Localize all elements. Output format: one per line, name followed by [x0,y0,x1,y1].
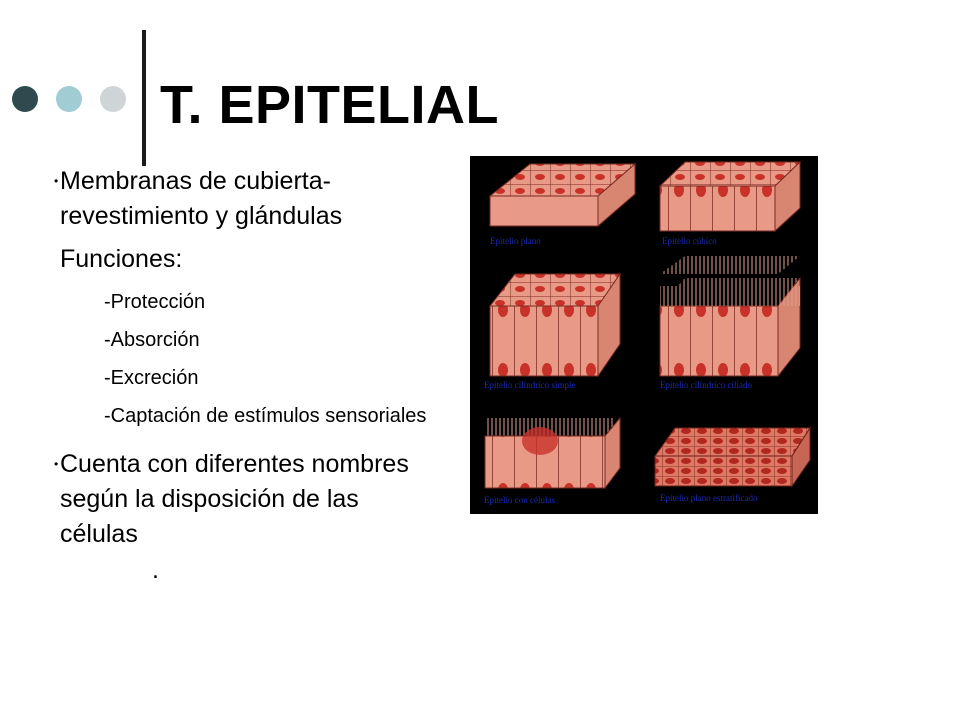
caption-5: Epitelio con células [484,495,555,505]
bullet-mark: • [54,174,59,188]
function-item: -Captación de estímulos sensoriales [104,405,427,427]
caption-3: Epitelio cilíndrico simple [484,380,576,390]
bullet-text: Membranas de cubierta-revestimiento y glándulas [60,167,343,230]
function-item: -Absorción [104,329,200,351]
function-item: -Excreción [104,367,199,389]
function-item: -Protección [104,291,206,313]
functions-heading: Funciones: [60,245,183,273]
epithelium-illustration [470,156,818,514]
bullet-membranas [54,164,440,234]
caption-1: Epitelio plano [490,236,541,246]
trailing-period: . [152,556,159,584]
caption-2: Epitelio cúbico [662,236,717,246]
panel-cilindrico-simple [490,274,620,376]
decorative-dots [12,84,127,114]
slide-content [54,164,440,585]
bullet-text: Cuenta con diferentes nombres según la disposición de las células [60,450,409,548]
dot-gray [100,86,126,112]
bullet-nombres [54,447,440,552]
bullet-mark: • [54,457,59,471]
caption-4: Epitelio cilíndrico ciliado [660,380,752,390]
caption-6: Epitelio plano estratificado [660,493,758,503]
panel-plano [490,164,635,226]
panel-con-celulas [485,418,620,488]
panel-plano-estratificado [655,428,810,486]
dot-teal [56,86,82,112]
dot-dark [12,86,38,112]
panel-cilindrico-ciliado [660,256,800,376]
title-divider [142,30,146,166]
panel-cubico [660,162,800,231]
page-title: T. EPITELIAL [160,75,500,135]
epithelium-svg [470,156,818,514]
